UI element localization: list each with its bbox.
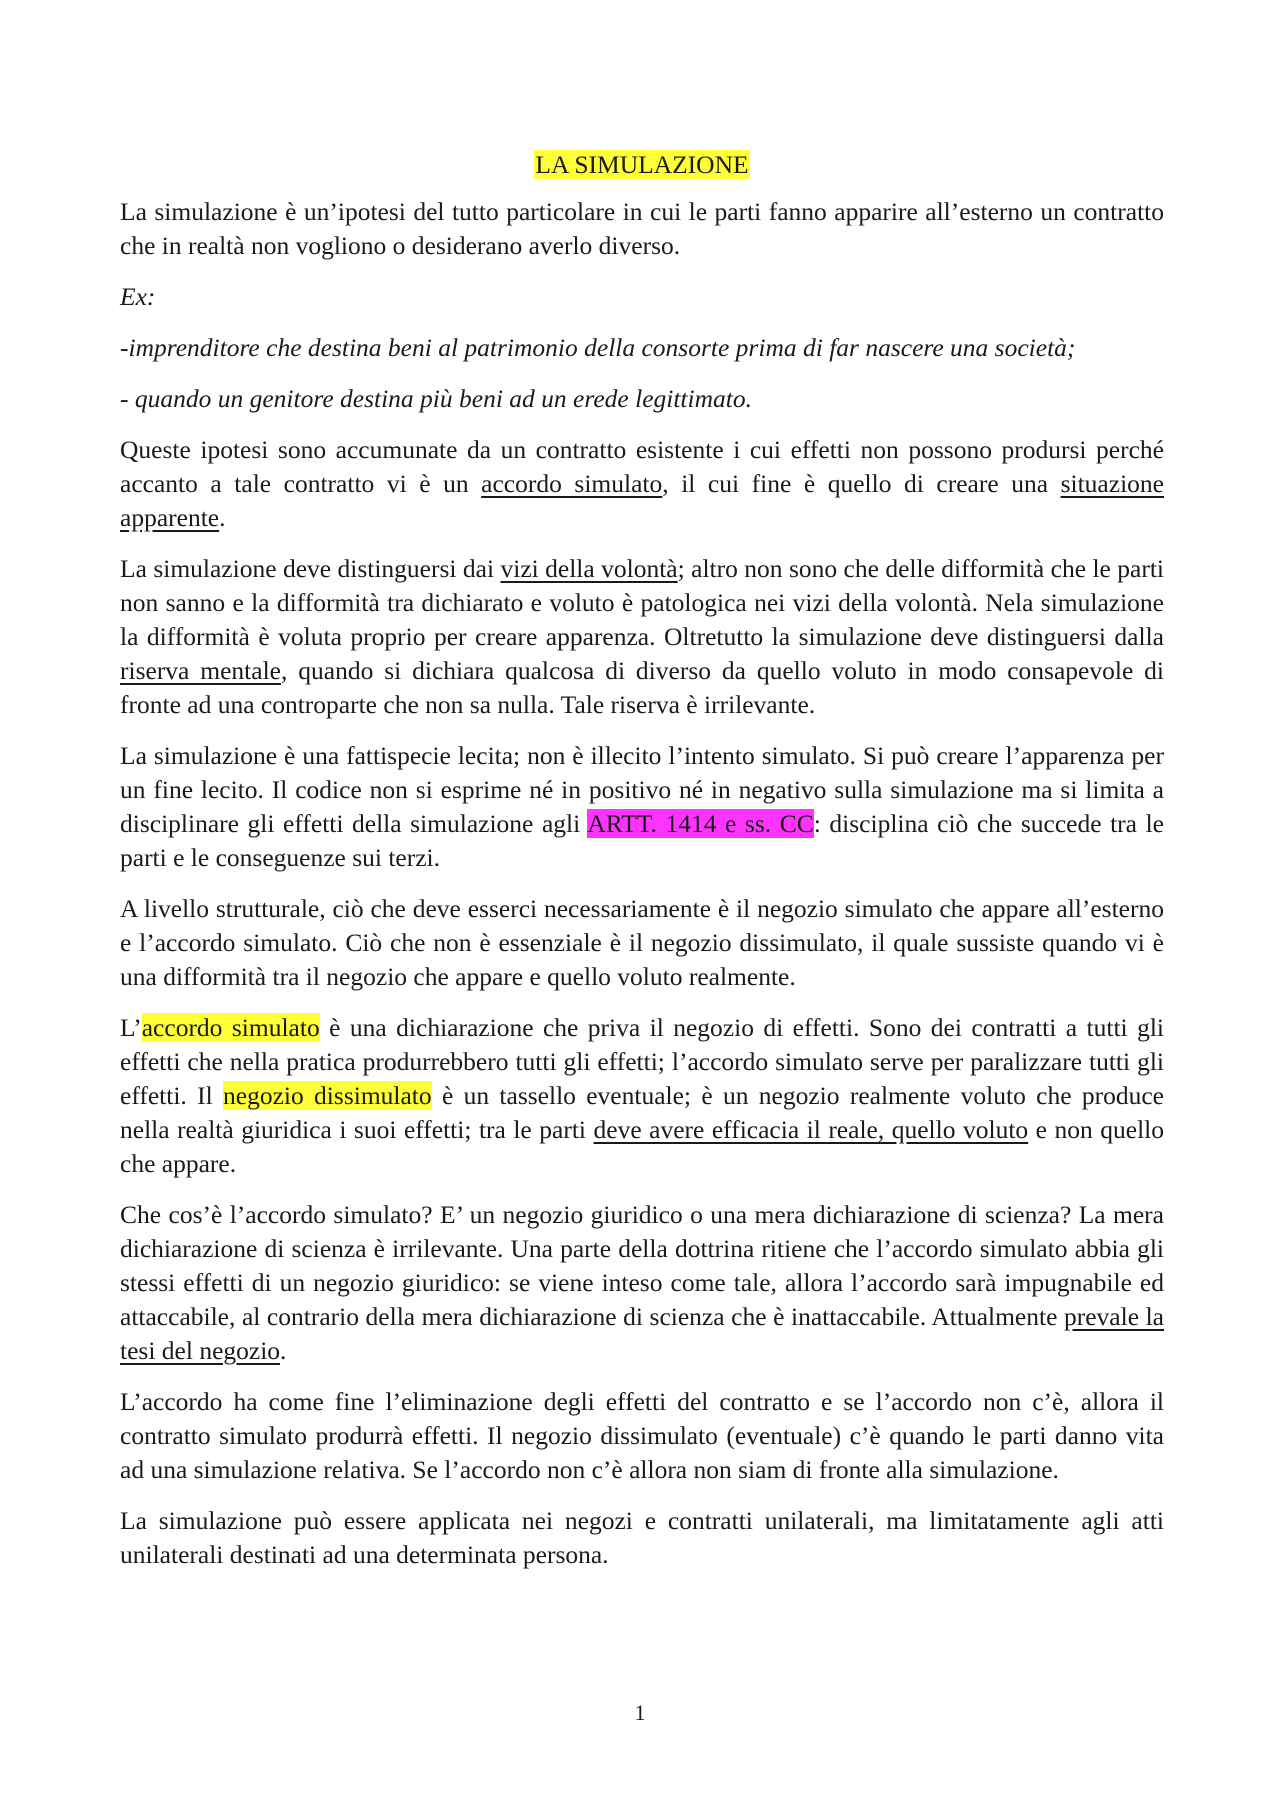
text-run: L’ — [120, 1013, 142, 1042]
text-run: è un tassello eventuale; è un negozio realmente voluto che produce nella realtà giuridica i suoi effetti; tra le parti — [120, 1081, 1165, 1144]
example-item-2: - quando un genitore destina più beni ad un erede legittimato. — [120, 384, 752, 413]
text-run: è una dichiarazione che priva il negozio di effetti. Sono dei contratti a tutti gli effetti che nella pratica produrrebbero tutti gli effetti; l’accordo simulato serve per paralizzare tutti gli effetti. Il — [120, 1013, 1164, 1110]
text-run: e non quello che appare. — [120, 1115, 1164, 1178]
underlined-term: prevale la tesi del negozio — [120, 1302, 1164, 1365]
yellow-highlight: negozio dissimulato — [223, 1081, 432, 1110]
title-highlight: LA SIMULAZIONE — [535, 150, 749, 179]
text-run: , quando si dichiara qualcosa di diverso da quello voluto in modo consapevole di fronte ad una controparte che non sa nulla. Tale riserva è irrilevante. — [120, 656, 1164, 719]
paragraph-struttura: A livello strutturale, ciò che deve esserci necessariamente è il negozio simulato che appare all’esterno e l’accordo simulato. Ciò che non è essenziale è il negozio dissimulato, il quale sussiste quando vi è una difformità tra il negozio che appare e quello voluto realmente. — [120, 894, 1164, 991]
text-run: . — [219, 503, 226, 532]
example-item-1: -imprenditore che destina beni al patrimonio della consorte prima di far nascere una società; — [120, 333, 1076, 362]
text-run: La simulazione è una fattispecie lecita; non è illecito l’intento simulato. Si può creare l’apparenza per un fine lecito. Il codice non si esprime né in positivo né in negativo sulla simulazione ma si limita a disciplinare gli effetti della simulazione agli — [120, 741, 1164, 838]
paragraph-lecita — [120, 739, 1164, 875]
text-run: La simulazione deve distinguersi dai — [120, 554, 501, 583]
text-run: Che cos’è l’accordo simulato? E’ un negozio giuridico o una mera dichiarazione di scienza? La mera dichiarazione di scienza è irrilevante. Una parte della dottrina ritiene che l’accordo simulato abbia gli stessi effetti di un negozio giuridico: se viene inteso come tale, allora l’accordo sarà impugnabile ed attaccabile, al contrario della mera dichiarazione di scienza che è inattaccabile. Attualmente — [120, 1200, 1164, 1331]
text-run: . — [280, 1336, 287, 1365]
magenta-highlight: ARTT. 1414 e ss. CC — [587, 809, 814, 838]
paragraph-fine: L’accordo ha come fine l’eliminazione degli effetti del contratto e se l’accordo non c’è, allora il contratto simulato produrrà effetti. Il negozio dissimulato (eventuale) c’è quando le parti danno vita ad una simulazione relativa. Se l’accordo non c’è allora non siam di fronte alla simulazione. — [120, 1387, 1164, 1484]
underlined-term: vizi della volontà — [500, 554, 678, 583]
example-label: Ex: — [120, 282, 156, 311]
document-body — [120, 148, 1164, 1589]
text-run: : disciplina ciò che succede tra le parti e le conseguenze sui terzi. — [120, 809, 1164, 872]
paragraph-intro: La simulazione è un’ipotesi del tutto particolare in cui le parti fanno apparire all’esterno un contratto che in realtà non vogliono o desiderano averlo diverso. — [120, 197, 1164, 260]
text-run: ; altro non sono che delle difformità che le parti non sanno e la difformità tra dichiarato e voluto è patologica nei vizi della volontà. Nela simulazione la difformità è voluta proprio per creare apparenza. Oltretutto la simulazione deve distinguersi dalla — [120, 554, 1165, 651]
page-number: 1 — [634, 1700, 646, 1725]
underlined-term: riserva mentale — [120, 656, 281, 685]
paragraph-unilaterali: La simulazione può essere applicata nei negozi e contratti unilaterali, ma limitatamente agli atti unilaterali destinati ad una determinata persona. — [120, 1506, 1164, 1569]
document-title — [120, 148, 1164, 182]
underlined-term: situazione apparente — [120, 469, 1164, 532]
underlined-term: deve avere efficacia il reale, quello voluto — [593, 1115, 1029, 1144]
paragraph-natura — [120, 1198, 1164, 1368]
underlined-term: accordo simulato — [481, 469, 663, 498]
paragraph-accordo-simulato — [120, 1011, 1164, 1181]
text-run: Queste ipotesi sono accumunate da un contratto esistente i cui effetti non possono prodursi perché accanto a tale contratto vi è un — [120, 435, 1164, 498]
text-run: , il cui fine è quello di creare una — [662, 469, 1061, 498]
yellow-highlight: accordo simulato — [141, 1013, 320, 1042]
paragraph-accordo — [120, 433, 1164, 535]
paragraph-vizi — [120, 552, 1164, 722]
